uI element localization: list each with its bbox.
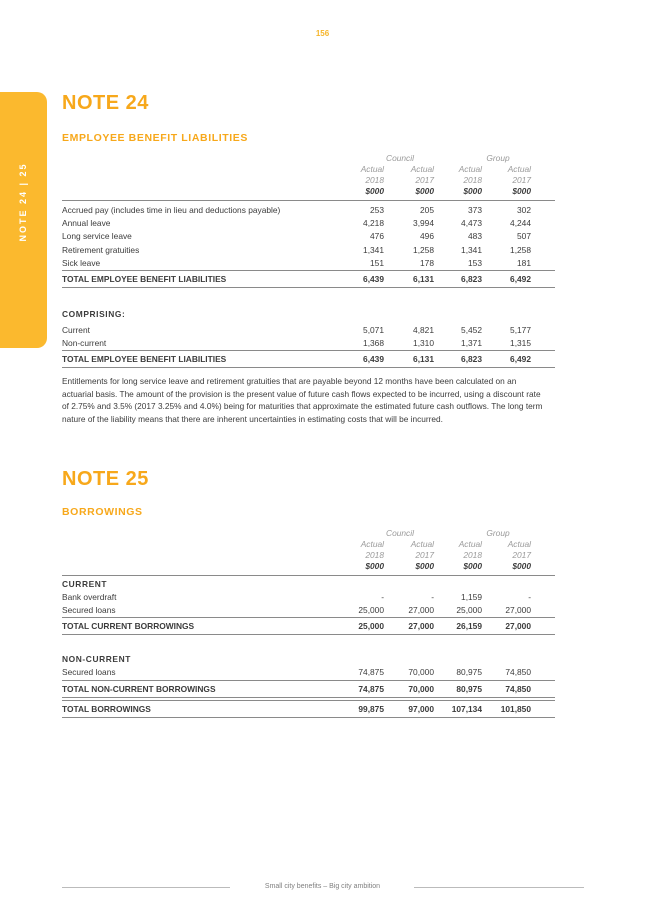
table-row	[62, 204, 555, 217]
comprising-heading	[62, 308, 555, 321]
row-label: Retirement gratuities	[62, 244, 140, 255]
comprising-heading-label: COMPRISING:	[62, 308, 126, 319]
cell-value: 153	[468, 257, 482, 268]
group-header: Group	[486, 153, 510, 163]
total-value: 74,875	[358, 683, 384, 694]
table-unit-header	[62, 561, 555, 572]
council-header: Council	[386, 153, 414, 163]
total-value: 99,875	[358, 703, 384, 714]
note-24-title: NOTE 24	[62, 92, 149, 114]
total-label: TOTAL NON-CURRENT BORROWINGS	[62, 683, 216, 694]
grand-total-row	[62, 701, 555, 717]
table-row	[62, 230, 555, 243]
actual-header: Actual	[507, 164, 531, 174]
cell-value: 302	[517, 205, 531, 215]
current-heading	[62, 578, 555, 591]
side-tab-label: NOTE 24 | 25	[18, 162, 28, 242]
paragraph-line: nature of the liability means that there are inherent uncertainties in estimating costs that will be incurred.	[62, 413, 443, 424]
group-header: Group	[486, 528, 510, 538]
cell-value: 1,341	[461, 244, 482, 255]
divider	[62, 717, 555, 718]
cell-value: 80,975	[456, 667, 482, 678]
cell-value: 1,341	[363, 244, 384, 255]
divider	[62, 367, 555, 368]
cell-value: -	[528, 592, 531, 602]
cell-value: 4,218	[363, 218, 384, 229]
row-label: Long service leave	[62, 231, 132, 242]
noncurrent-heading-label: NON-CURRENT	[62, 654, 131, 665]
table-row	[62, 604, 555, 617]
total-value: 6,131	[413, 273, 434, 284]
row-label: Accrued pay (includes time in lieu and deductions payable)	[62, 205, 281, 215]
total-value: 6,823	[461, 273, 482, 284]
total-value: 101,850	[500, 703, 531, 714]
cell-value: 181	[517, 257, 531, 268]
note-24-subtitle: EMPLOYEE BENEFIT LIABILITIES	[62, 132, 248, 144]
cell-value: 5,177	[510, 324, 531, 335]
table-unit-header	[62, 186, 555, 197]
total-value: 6,492	[510, 354, 531, 365]
total-label: TOTAL EMPLOYEE BENEFIT LIABILITIES	[62, 354, 227, 365]
paragraph-line: of 2.75% and 3.5% (2017 3.25% and 4.0%) being for maturities that approximate the estimated future cash outflows. The long term	[62, 401, 543, 411]
table-actual-header	[62, 164, 555, 175]
total-row	[62, 351, 555, 367]
table-row	[62, 666, 555, 679]
year-header: 2017	[415, 175, 434, 185]
actual-header: Actual	[360, 539, 384, 549]
total-row	[62, 681, 555, 697]
year-header: 2018	[463, 175, 482, 185]
cell-value: 5,071	[363, 324, 384, 335]
cell-value: 27,000	[505, 605, 531, 616]
table-group-header	[62, 528, 555, 539]
row-label: Secured loans	[62, 605, 116, 616]
row-label: Non-current	[62, 338, 107, 349]
row-label: Secured loans	[62, 667, 116, 678]
table-row	[62, 324, 555, 337]
table-actual-header	[62, 539, 555, 550]
cell-value: 496	[420, 231, 434, 242]
cell-value: 151	[370, 257, 384, 268]
row-label: Bank overdraft	[62, 592, 117, 602]
cell-value: 483	[468, 231, 482, 242]
unit-header: $000	[365, 561, 384, 571]
cell-value: -	[381, 592, 384, 602]
cell-value: 4,821	[413, 324, 434, 335]
cell-value: -	[431, 592, 434, 602]
year-header: 2018	[463, 550, 482, 560]
total-label: TOTAL EMPLOYEE BENEFIT LIABILITIES	[62, 273, 227, 284]
note-25-subtitle: BORROWINGS	[62, 506, 143, 518]
total-value: 26,159	[456, 621, 482, 632]
cell-value: 1,258	[413, 244, 434, 255]
total-value: 107,134	[451, 703, 482, 714]
paragraph-line: actuarial basis. The amount of the provision is the present value of future cash flows expected to be incurred, using a discount rate	[62, 388, 541, 399]
table-row	[62, 217, 555, 230]
cell-value: 253	[370, 205, 384, 215]
unit-header: $000	[463, 561, 482, 571]
total-value: 25,000	[358, 621, 384, 632]
total-value: 6,823	[461, 354, 482, 365]
cell-value: 1,315	[510, 338, 531, 349]
total-value: 6,131	[413, 354, 434, 365]
total-value: 97,000	[408, 703, 434, 714]
cell-value: 25,000	[358, 605, 384, 616]
unit-header: $000	[415, 561, 434, 571]
cell-value: 70,000	[408, 667, 434, 678]
total-row	[62, 271, 555, 287]
table-row	[62, 591, 555, 604]
noncurrent-heading	[62, 653, 555, 666]
table-row	[62, 257, 555, 270]
unit-header: $000	[463, 186, 482, 196]
unit-header: $000	[512, 561, 531, 571]
cell-value: 1,310	[413, 338, 434, 349]
cell-value: 5,452	[461, 324, 482, 335]
actual-header: Actual	[410, 164, 434, 174]
year-header: 2018	[365, 175, 384, 185]
footer-tagline: Small city benefits – Big city ambition	[264, 883, 381, 890]
cell-value: 1,371	[461, 338, 482, 349]
cell-value: 1,368	[363, 338, 384, 349]
year-header: 2017	[512, 550, 531, 560]
cell-value: 1,159	[461, 592, 482, 602]
note-24-paragraph	[62, 375, 558, 425]
table-year-header	[62, 175, 555, 186]
total-value: 27,000	[505, 621, 531, 632]
year-header: 2017	[512, 175, 531, 185]
table-row	[62, 244, 555, 257]
cell-value: 178	[420, 257, 434, 268]
actual-header: Actual	[458, 539, 482, 549]
total-value: 74,850	[505, 683, 531, 694]
table-year-header	[62, 550, 555, 561]
page-number: 156	[315, 29, 330, 38]
paragraph-line: Entitlements for long service leave and retirement gratuities that are payable beyond 12 months have been calculated on an	[62, 376, 517, 386]
table-row	[62, 337, 555, 350]
table-group-header	[62, 153, 555, 164]
total-value: 80,975	[456, 683, 482, 694]
current-heading-label: CURRENT	[62, 579, 108, 589]
cell-value: 507	[517, 231, 531, 242]
unit-header: $000	[512, 186, 531, 196]
year-header: 2017	[415, 550, 434, 560]
row-label: Annual leave	[62, 218, 111, 229]
total-row	[62, 618, 555, 634]
row-label: Sick leave	[62, 257, 101, 268]
total-value: 27,000	[408, 621, 434, 632]
borrowings-table	[62, 528, 555, 718]
actual-header: Actual	[410, 539, 434, 549]
cell-value: 476	[370, 231, 384, 242]
total-label: TOTAL BORROWINGS	[62, 703, 151, 714]
cell-value: 27,000	[408, 605, 434, 616]
actual-header: Actual	[458, 164, 482, 174]
cell-value: 373	[468, 205, 482, 215]
cell-value: 74,875	[358, 667, 384, 678]
cell-value: 4,244	[510, 218, 531, 229]
cell-value: 4,473	[461, 218, 482, 229]
total-label: TOTAL CURRENT BORROWINGS	[62, 621, 195, 632]
cell-value: 74,850	[505, 667, 531, 678]
cell-value: 25,000	[456, 605, 482, 616]
total-value: 6,492	[510, 273, 531, 284]
employee-benefit-table	[62, 153, 555, 368]
unit-header: $000	[415, 186, 434, 196]
total-value: 70,000	[408, 683, 434, 694]
note-25-title: NOTE 25	[62, 468, 149, 490]
actual-header: Actual	[360, 164, 384, 174]
total-value: 6,439	[363, 273, 384, 284]
cell-value: 1,258	[510, 244, 531, 255]
unit-header: $000	[365, 186, 384, 196]
cell-value: 205	[420, 205, 434, 215]
total-value: 6,439	[363, 354, 384, 365]
year-header: 2018	[365, 550, 384, 560]
row-label: Current	[62, 324, 90, 335]
cell-value: 3,994	[413, 218, 434, 229]
council-header: Council	[386, 528, 414, 538]
actual-header: Actual	[507, 539, 531, 549]
